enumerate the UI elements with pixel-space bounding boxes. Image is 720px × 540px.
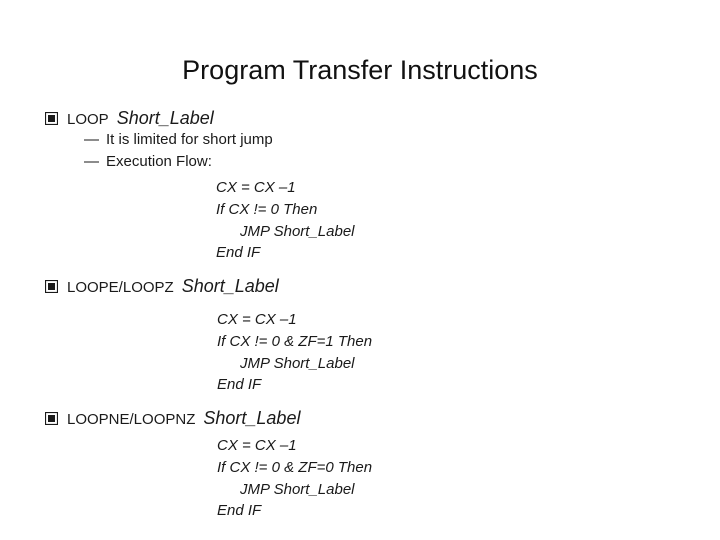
slide-title: Program Transfer Instructions — [182, 55, 538, 85]
code-line: CX = CX –1 — [216, 179, 296, 196]
instruction-keyword: LOOP — [67, 111, 109, 128]
bullet-loope — [45, 276, 279, 297]
code-line: If CX != 0 & ZF=0 Then — [217, 459, 373, 476]
code-line: End IF — [217, 502, 262, 519]
instruction-keyword: LOOPE/LOOPZ — [67, 279, 174, 296]
code-line: JMP Short_Label — [240, 481, 355, 498]
checkbox-square-icon — [45, 280, 58, 293]
code-line: End IF — [217, 376, 262, 393]
code-line: If CX != 0 Then — [216, 201, 318, 218]
note-item — [84, 131, 273, 148]
code-line: JMP Short_Label — [240, 223, 355, 240]
bullet-loopne — [45, 408, 300, 429]
instruction-keyword: LOOPNE/LOOPNZ — [67, 411, 196, 428]
instruction-label: Short_Label — [116, 108, 214, 128]
note-text: Execution Flow: — [106, 153, 212, 170]
bullet-loop — [45, 108, 214, 129]
dash-bullet: — — [84, 131, 99, 148]
code-line: JMP Short_Label — [240, 355, 355, 372]
instruction-label: Short_Label — [203, 408, 301, 428]
checkbox-square-icon — [45, 412, 58, 425]
note-text: It is limited for short jump — [106, 131, 273, 148]
instruction-label: Short_Label — [181, 276, 279, 296]
checkbox-square-icon — [45, 112, 58, 125]
code-line: If CX != 0 & ZF=1 Then — [217, 333, 373, 350]
code-line: CX = CX –1 — [217, 311, 297, 328]
code-line: CX = CX –1 — [217, 437, 297, 454]
code-line: End IF — [216, 244, 261, 261]
dash-bullet: — — [84, 153, 99, 170]
note-item — [84, 153, 212, 170]
